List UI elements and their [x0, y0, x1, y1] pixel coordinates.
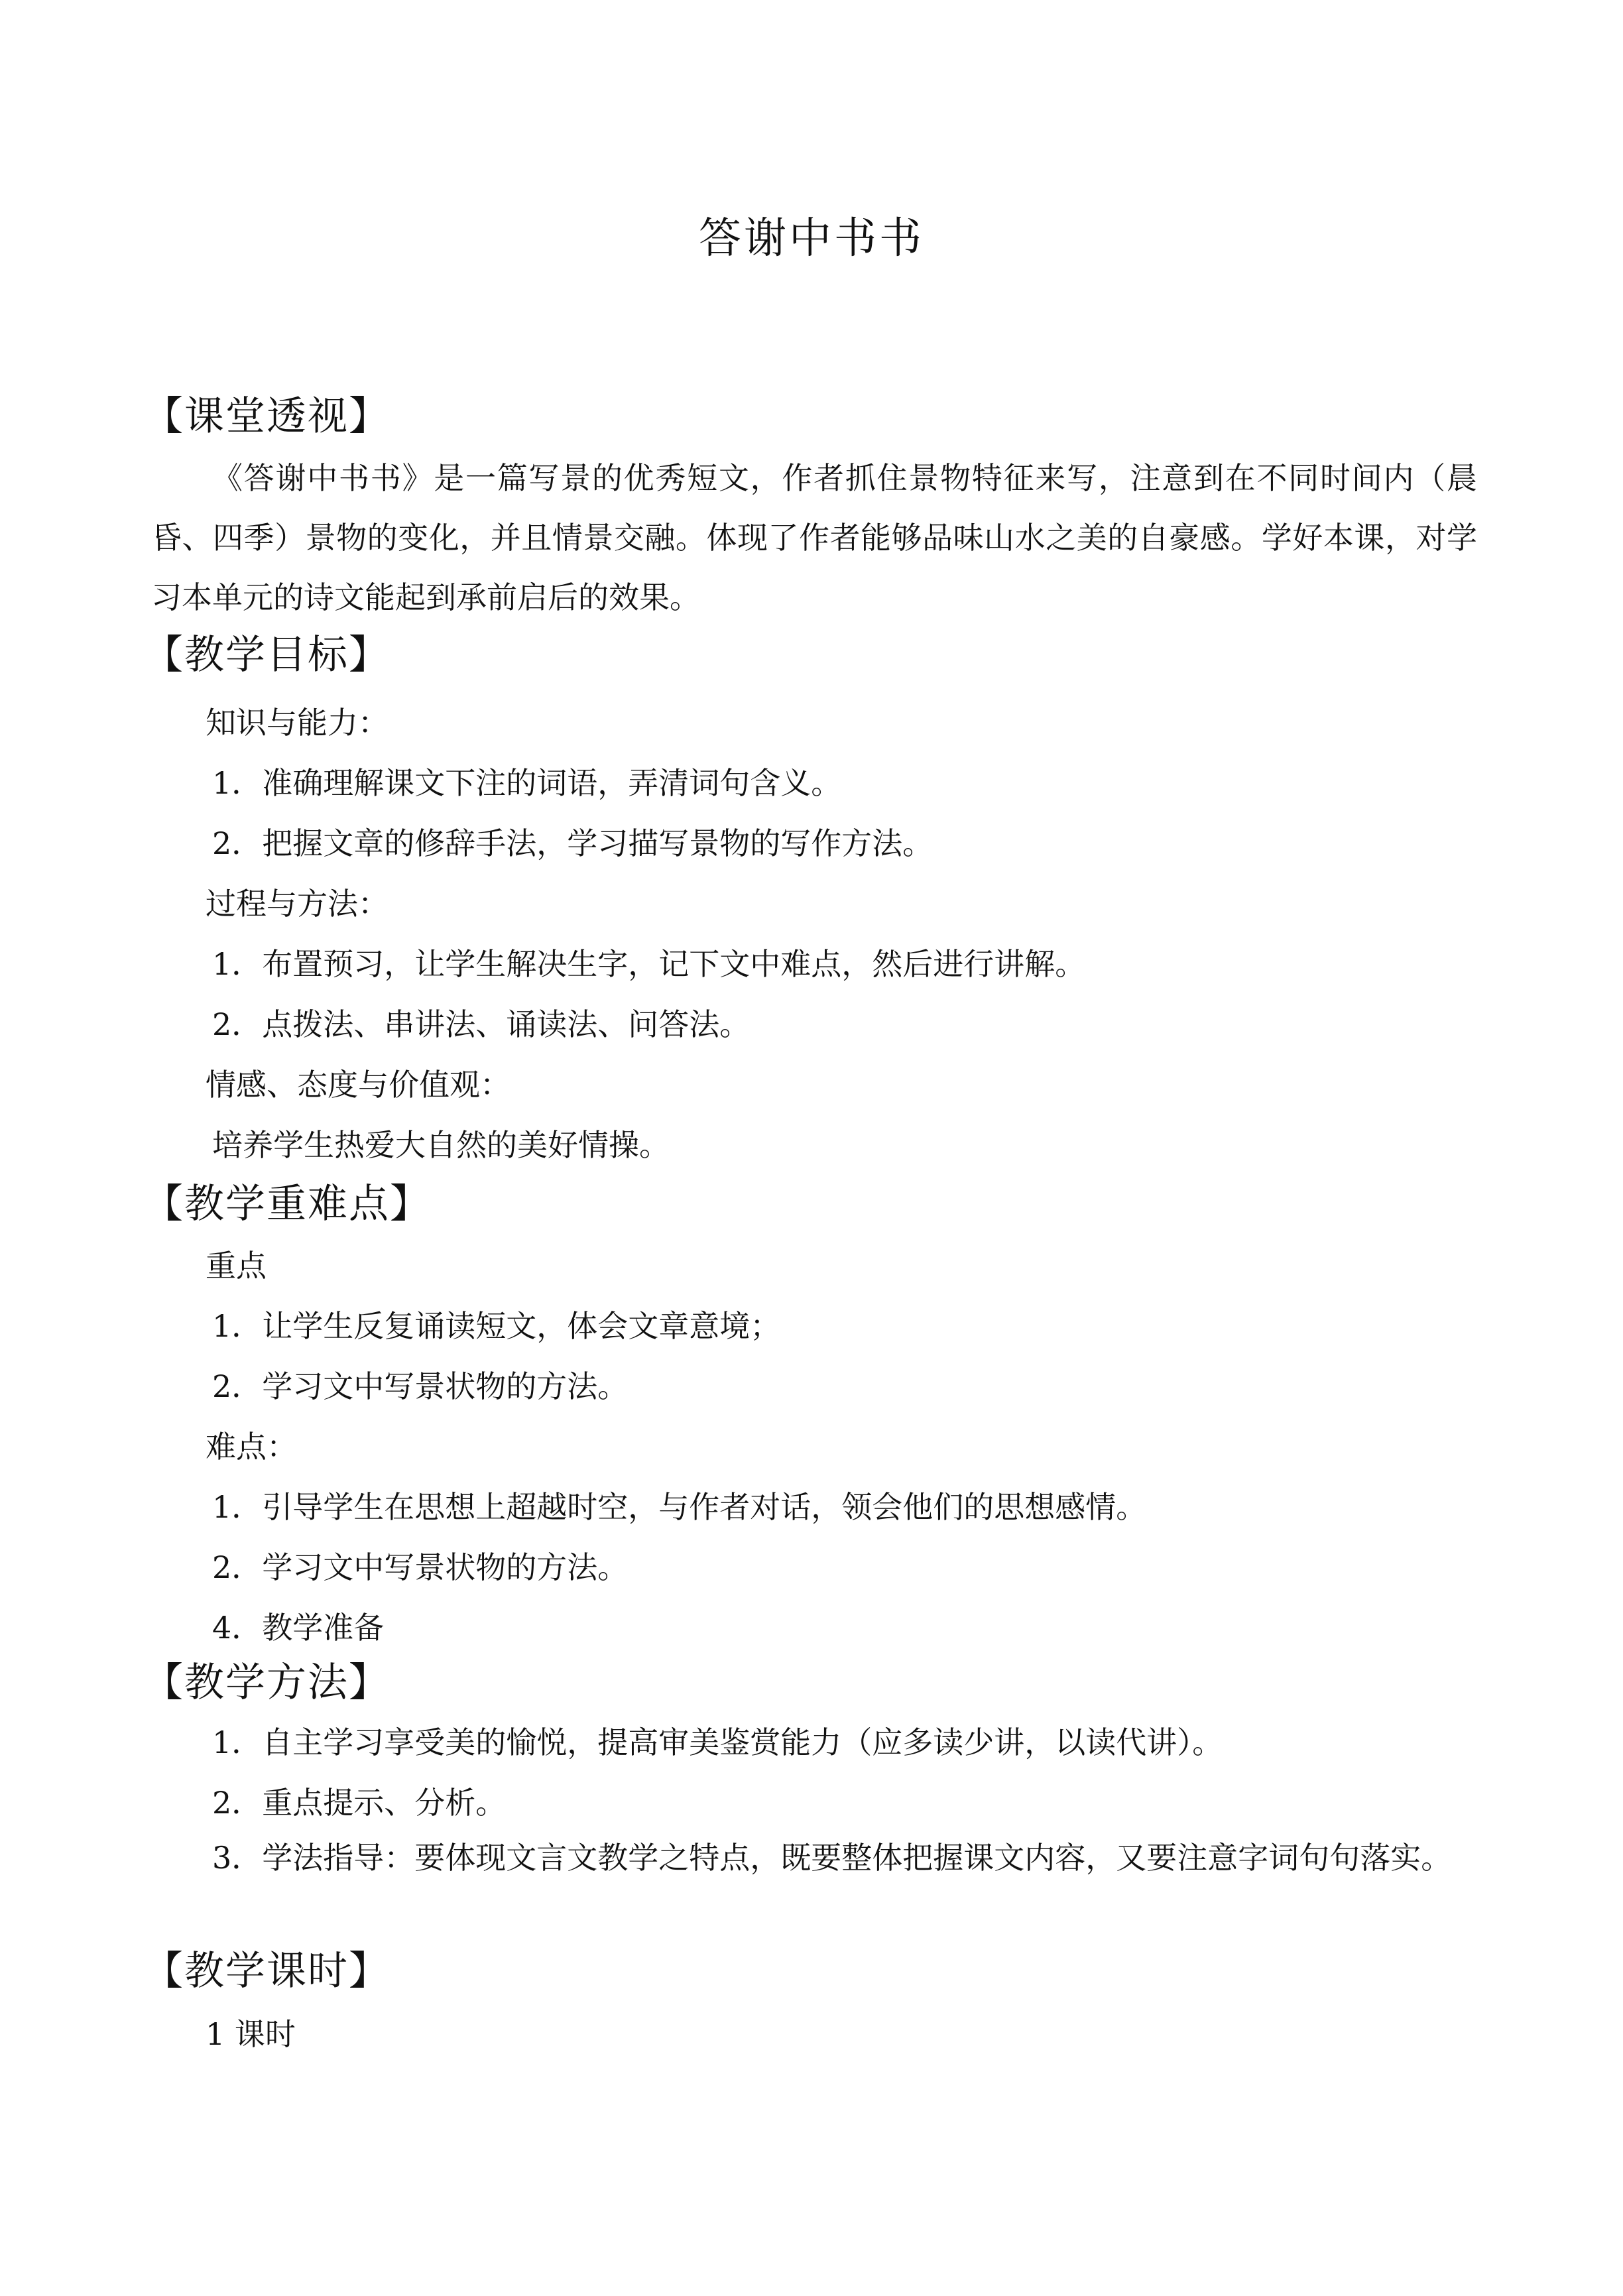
list-item-method-3: 3．学法指导：要体现文言文教学之特点，既要整体把握课文内容，又要注意字词句句落实。 [212, 1840, 1452, 1876]
heading-classroom: 【课堂透视】 [143, 393, 390, 440]
list-item-process-2: 2．点拨法、串讲法、诵读法、问答法。 [212, 1006, 751, 1042]
label-key: 重点 [206, 1248, 267, 1284]
hours-value: 1 课时 [206, 2016, 296, 2052]
heading-key-points: 【教学重难点】 [143, 1181, 431, 1227]
label-knowledge: 知识与能力： [206, 705, 389, 741]
list-item-knowledge-2: 2．把握文章的修辞手法，学习描写景物的写作方法。 [212, 825, 933, 861]
document-title: 答谢中书书 [699, 214, 924, 263]
list-item-difficult-1: 1．引导学生在思想上超越时空，与作者对话，领会他们的思想感情。 [212, 1489, 1147, 1525]
heading-hours: 【教学课时】 [143, 1948, 390, 1994]
list-item-difficult-2: 2．学习文中写景状物的方法。 [212, 1549, 629, 1585]
list-item-emotion-1: 培养学生热爱大自然的美好情操。 [212, 1127, 670, 1163]
list-item-process-1: 1．布置预习，让学生解决生字，记下文中难点，然后进行讲解。 [212, 946, 1086, 982]
label-process: 过程与方法： [206, 886, 389, 922]
list-item-key-2: 2．学习文中写景状物的方法。 [212, 1368, 629, 1404]
list-item-key-1: 1．让学生反复诵读短文，体会文章意境； [212, 1308, 781, 1344]
label-difficult: 难点： [206, 1429, 297, 1465]
paragraph-classroom: 《答谢中书书》是一篇写景的优秀短文，作者抓住景物特征来写，注意到在不同时间内（晨昏、四季）景物的变化，并且情景交融。体现了作者能够品味山水之美的自豪感。学好本课，对学习本单元的诗文能起到承前启后的效果。 [151, 460, 1477, 615]
list-item-knowledge-1: 1．准确理解课文下注的词语，弄清词句含义。 [212, 765, 842, 801]
list-item-method-1: 1．自主学习享受美的愉悦，提高审美鉴赏能力（应多读少讲，以读代讲）。 [212, 1724, 1223, 1760]
heading-methods: 【教学方法】 [143, 1660, 390, 1706]
heading-objectives: 【教学目标】 [143, 632, 390, 678]
list-item-method-2: 2．重点提示、分析。 [212, 1785, 507, 1821]
list-item-prep: 4．教学准备 [212, 1610, 385, 1646]
label-emotion: 情感、态度与价值观： [206, 1067, 511, 1103]
